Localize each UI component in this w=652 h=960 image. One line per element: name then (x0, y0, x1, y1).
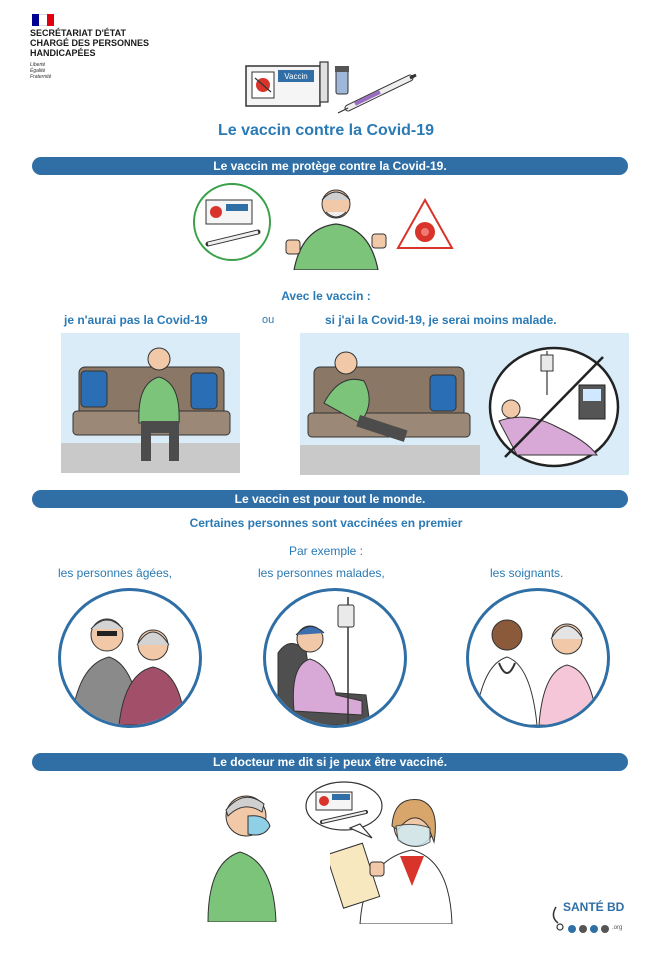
french-flag-icon (32, 14, 54, 26)
banner-vaccine-protects: Le vaccin me protège contre la Covid-19. (32, 157, 628, 175)
vaccine-box-label: Vaccin (284, 72, 308, 81)
elderly-couple-illustration (61, 591, 199, 725)
republic-motto: Liberté Égalité Fraternité (30, 62, 52, 80)
hospital-crossed-circle (487, 345, 621, 469)
doctor-illustration (330, 786, 454, 924)
vial-icon (335, 66, 349, 94)
syringe-icon (338, 75, 416, 113)
government-title: SECRÉTARIAT D'ÉTAT CHARGÉ DES PERSONNES HANDICAPÉES (30, 28, 150, 58)
stethoscope-icon (553, 907, 558, 923)
panel-healthy-man (61, 333, 240, 473)
virus-warning-icon (394, 196, 456, 252)
healthy-man-couch-illustration (61, 333, 240, 473)
logo-domain: .org (612, 925, 623, 931)
vaccinated-first-label: Certaines personnes sont vaccinées en premier (189, 516, 463, 530)
man-thumbs-up-illustration (284, 184, 388, 270)
circle-caregivers (466, 588, 610, 728)
with-vaccine-label: Avec le vaccin : (281, 289, 371, 303)
group-sick-label: les personnes malades, (258, 566, 385, 580)
for-example-label: Par exemple : (288, 544, 364, 558)
banner-doctor-decides: Le docteur me dit si je peux être vacciné. (32, 753, 628, 771)
group-elderly-label: les personnes âgées, (58, 566, 173, 580)
circle-elderly-people (58, 588, 202, 728)
vaccine-kit-illustration (240, 58, 420, 116)
vaccine-box-icon (246, 62, 328, 106)
sante-bd-logo-text: SANTÉ BD (563, 900, 625, 914)
option-no-covid: je n'aurai pas la Covid-19 (64, 313, 208, 327)
banner-vaccine-for-everyone: Le vaccin est pour tout le monde. (32, 490, 628, 508)
or-label: ou (262, 314, 275, 326)
group-caregivers-label: les soignants. (490, 566, 564, 580)
page-title: Le vaccin contre la Covid-19 (217, 122, 435, 139)
patient-drip-illustration (266, 591, 404, 725)
vaccine-protection-circle (192, 182, 272, 262)
option-less-sick: si j'ai la Covid-19, je serai moins malade. (325, 313, 557, 327)
circle-sick-people (263, 588, 407, 728)
caregivers-illustration (469, 591, 607, 725)
patient-with-mask-illustration (204, 782, 280, 922)
